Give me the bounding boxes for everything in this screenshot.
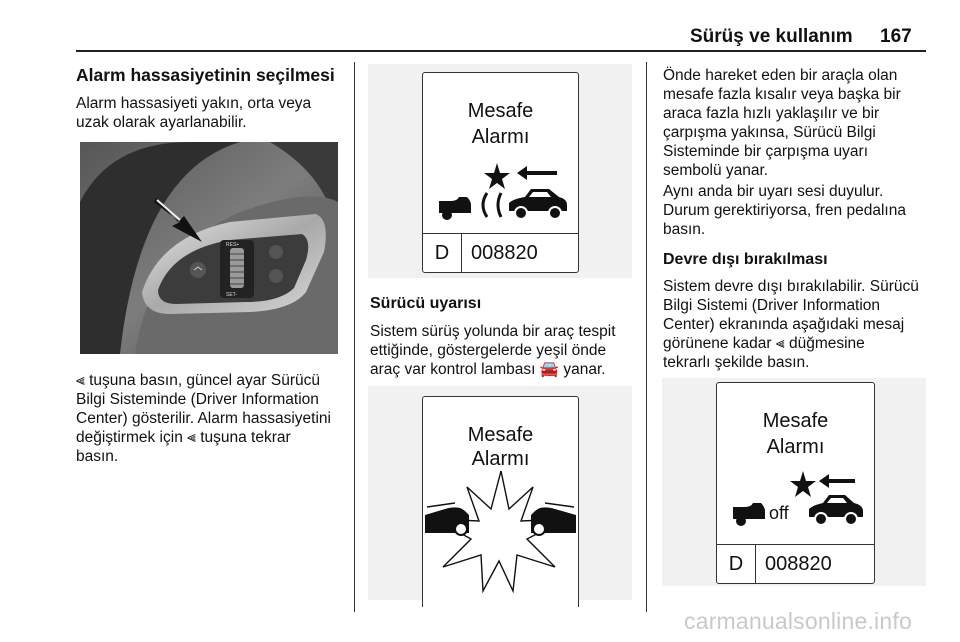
car-rear-left-icon [425, 503, 469, 535]
col3-para3-line: Sistem devre dışı bırakılabilir. Sürücü [663, 278, 919, 295]
page-number: 167 [880, 26, 912, 47]
col1-intro-line: Alarm hassasiyeti yakın, orta veya [76, 95, 312, 112]
screen3-off-graphic [727, 467, 867, 529]
car-ahead-icon [809, 495, 863, 525]
screen1-warning-graphic [433, 161, 571, 223]
screen3-foot-letter: D [717, 545, 756, 583]
car-ahead-icon [509, 189, 567, 219]
left-arrow-icon [819, 474, 855, 488]
col1-body-line: tuşuna basın, güncel ayar Sürücü [89, 372, 320, 389]
col1-intro [76, 94, 311, 132]
col1-body-line: basın. [76, 448, 119, 465]
col2-body-line: yanar. [563, 361, 606, 378]
screen1-footer [423, 233, 578, 272]
col1-intro-line: uzak olarak ayarlanabilir. [76, 114, 247, 131]
col3-para3-line: düğmesine [788, 335, 865, 352]
screen3-title-line2: Alarmı [766, 436, 825, 458]
col1-body-line: Center) gösterilir. Alarm hassasiyetini [76, 410, 331, 427]
col3-para2 [663, 182, 929, 239]
left-arrow-icon [517, 166, 557, 180]
screen1-foot-letter: D [423, 234, 462, 272]
screen1-title-line1: Mesafe [467, 100, 534, 122]
col3-para3-line: Bilgi Sistemi (Driver Information [663, 297, 881, 314]
col3-para1-line: Sisteminde bir çarpışma uyarı [663, 143, 869, 160]
column-divider-1 [354, 62, 355, 612]
screen2-title-line2: Alarmı [471, 448, 530, 470]
screen3-title-line1: Mesafe [762, 410, 829, 432]
dic-screen-2-panel [368, 386, 632, 600]
col1-body-line: Bilgi Sisteminde (Driver Information [76, 391, 319, 408]
radar-wave-icon [498, 193, 501, 217]
header-rule [76, 50, 926, 52]
col3-para1-line: çarpışma yakınsa, Sürücü Bilgi [663, 124, 876, 141]
col1-body-line: tuşuna tekrar [200, 429, 291, 446]
screen1-foot-code: 008820 [471, 242, 538, 264]
col2-body-line: araç var kontrol lambası [370, 361, 536, 378]
steering-wheel-photo [80, 142, 338, 354]
dic-screen-2 [422, 396, 579, 607]
radar-wave-icon [483, 193, 487, 217]
col3-para1-line: mesafe fazla kısalır veya başka bir [663, 86, 901, 103]
section-title: Sürüş ve kullanım [690, 26, 853, 47]
col1-heading: Alarm hassasiyetinin seçilmesi [76, 65, 335, 85]
col3-para3-line: görünene kadar [663, 335, 772, 352]
screen3-foot-code: 008820 [765, 553, 832, 575]
col3-para1-line: Önde hareket eden bir araçla olan [663, 67, 898, 84]
col1-body [76, 371, 351, 466]
vehicle-ahead-icon: 🚘 [539, 360, 560, 378]
col3-para3-line: Center) ekranında aşağıdaki mesaj [663, 316, 905, 333]
column-divider-2 [646, 62, 647, 612]
screen2-collision-graphic [425, 467, 576, 595]
dic-screen-1-panel [368, 64, 632, 278]
col2-body [370, 322, 642, 379]
wheel-set-label: SET- [226, 292, 238, 298]
dic-screen-1 [422, 72, 579, 273]
car-front-right-icon [531, 503, 576, 535]
col3-para2-line: Durum gerektiriyorsa, fren pedalına [663, 202, 906, 219]
col3-para3-line: tekrarlı şekilde basın. [663, 354, 810, 371]
col3-para1-line: araca fazla hızlı yaklaşılır ve bir [663, 105, 880, 122]
distance-button-icon: ⫷ [775, 334, 785, 352]
col3-para3 [663, 277, 933, 372]
distance-button-icon: ⫷ [187, 428, 196, 446]
watermark: carmanualsonline.info [684, 608, 912, 634]
own-car-rear-icon [733, 503, 765, 526]
col3-para1-line: sembolü yanar. [663, 162, 769, 179]
wheel-res-label: RES+ [226, 242, 240, 248]
dic-screen-3 [716, 382, 875, 584]
collision-star-icon [484, 163, 510, 189]
col3-heading: Devre dışı bırakılması [663, 251, 828, 268]
off-label: off [769, 503, 789, 523]
col3-para2-line: basın. [663, 221, 706, 238]
screen1-title-line2: Alarmı [471, 126, 530, 148]
col2-body-line: ettiğinde, göstergelerde yeşil önde [370, 342, 607, 359]
screen2-title-line1: Mesafe [467, 424, 534, 446]
col3-para2-line: Aynı anda bir uyarı sesi duyulur. [663, 183, 884, 200]
dic-screen-3-panel [662, 378, 926, 586]
col3-para1 [663, 66, 929, 180]
col1-body-line: değiştirmek için [76, 429, 183, 446]
screen3-footer [717, 544, 874, 583]
collision-star-icon [790, 471, 816, 497]
col2-body-line: Sistem sürüş yolunda bir araç tespit [370, 323, 616, 340]
distance-button-icon: ⫷ [76, 371, 85, 389]
own-car-rear-icon [439, 197, 471, 220]
col2-heading: Sürücü uyarısı [370, 295, 482, 312]
